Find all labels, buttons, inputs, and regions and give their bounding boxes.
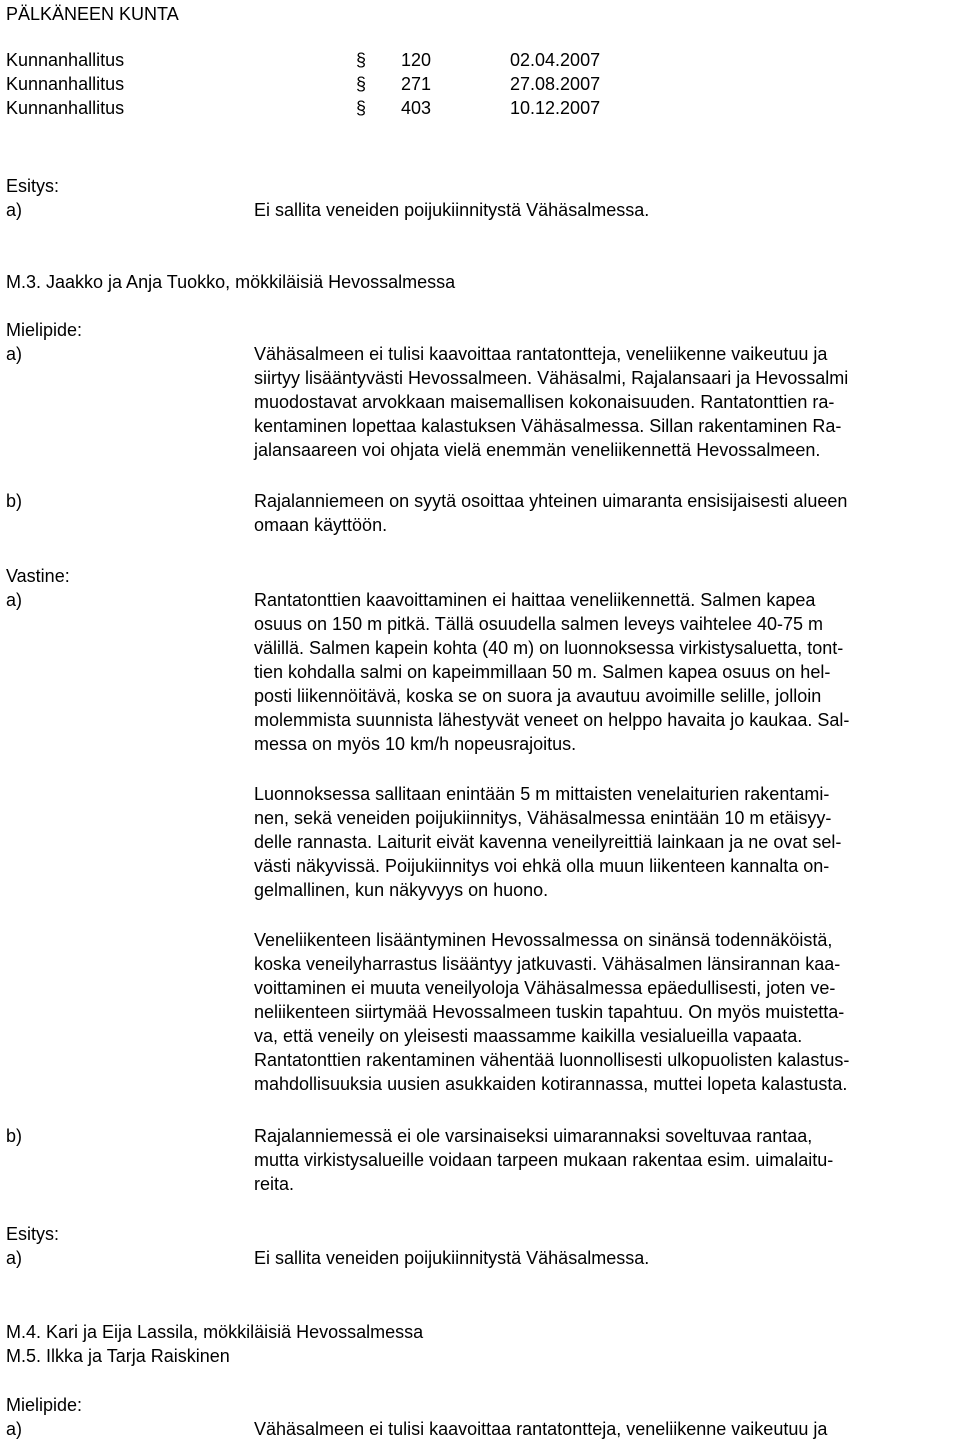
paragraph-line: Rantatonttien kaavoittaminen ei haittaa veneliikennettä. Salmen kapea [254, 590, 816, 610]
paragraph-line: jalansaareen voi ohjata vielä enemmän veneliikennettä Hevossalmeen. [254, 440, 821, 460]
paragraph-line: Rajalanniemeen on syytä osoittaa yhteinen uimaranta ensisijaisesti alueen [254, 491, 848, 511]
paragraph-line: siirtyy lisääntyvästi Hevossalmeen. Vähäsalmi, Rajalansaari ja Hevossalmi [254, 368, 849, 388]
reference-number: 271 [401, 74, 432, 94]
paragraph-line: osuus on 150 m pitkä. Tällä osuudella salmen leveys vaihtelee 40-75 m [254, 614, 823, 634]
paragraph-line: molemmista suunnista lähestyvät veneet on helppo havaita jo kaukaa. Sal- [254, 710, 850, 730]
paragraph-line: tien kohdalla salmi on kapeimmillaan 50 m. Salmen kapea osuus on hel- [254, 662, 831, 682]
mielipide-label: Mielipide: [6, 320, 83, 340]
item-label-a: a) [6, 1419, 23, 1439]
paragraph-line: va, että veneily on yleisesti maassamme kaikilla vesialueilla vapaata. [254, 1026, 803, 1046]
paragraph-line: Luonnoksessa sallitaan enintään 5 m mittaisten venelaiturien rakentami- [254, 784, 830, 804]
paragraph-line: reita. [254, 1174, 295, 1194]
paragraph-line: nen, sekä veneiden poijukiinnitys, Vähäsalmessa enintään 10 m etäisyy- [254, 808, 832, 828]
item-label-b: b) [6, 1126, 23, 1146]
mielipide-label: Mielipide: [6, 1395, 83, 1415]
section-sign-icon: § [356, 98, 367, 118]
reference-date: 10.12.2007 [510, 98, 601, 118]
paragraph-line: muodostavat arvokkaan maisemallisen kokonaisuuden. Rantatonttien ra- [254, 392, 835, 412]
esitys-text: Ei sallita veneiden poijukiinnitystä Vähäsalmessa. [254, 1248, 650, 1268]
item-label-a: a) [6, 590, 23, 610]
vastine-a-paragraph-3 [254, 928, 954, 1096]
paragraph-line: messa on myös 10 km/h nopeusrajoitus. [254, 734, 577, 754]
paragraph-line: mahdollisuuksia uusien asukkaiden kotirannassa, muttei lopeta kalastusta. [254, 1074, 848, 1094]
section-sign-icon: § [356, 74, 367, 94]
reference-number: 403 [401, 98, 432, 118]
mielipide-b-paragraph [254, 489, 954, 537]
paragraph-line: Veneliikenteen lisääntyminen Hevossalmessa on sinänsä todennäköistä, [254, 930, 833, 950]
paragraph-line: gelmallinen, kun näkyvyys on huono. [254, 880, 549, 900]
paragraph-line: delle rannasta. Laiturit eivät kavenna veneilyreittiä lainkaan ja ne ovat sel- [254, 832, 842, 852]
vastine-a-paragraph-1 [254, 588, 954, 756]
mielipide-a-paragraph [254, 342, 954, 462]
paragraph-line: posti liikennöitävä, koska se on suora ja avautuu avoimille selille, jolloin [254, 686, 822, 706]
vastine-label: Vastine: [6, 566, 70, 586]
item-label-b: b) [6, 491, 23, 511]
section-sign-icon: § [356, 50, 367, 70]
vastine-a-paragraph-2 [254, 782, 954, 902]
vastine-b-paragraph [254, 1124, 954, 1196]
reference-date: 02.04.2007 [510, 50, 601, 70]
paragraph-line: voittaminen ei muuta veneilyoloja Vähäsalmessa epäedullisesti, joten ve- [254, 978, 836, 998]
paragraph-line: mutta virkistysalueille voidaan tarpeen mukaan rakentaa esim. uimalaitu- [254, 1150, 834, 1170]
paragraph-line: omaan käyttöön. [254, 515, 388, 535]
item-label-a: a) [6, 1248, 23, 1268]
paragraph-line: Rantatonttien rakentaminen vähentää luonnollisesti ulkopuolisten kalastus- [254, 1050, 850, 1070]
opinion-title: M.4. Kari ja Eija Lassila, mökkiläisiä Hevossalmessa [6, 1322, 424, 1342]
paragraph-line: Rajalanniemessä ei ole varsinaiseksi uimarannaksi soveltuvaa rantaa, [254, 1126, 813, 1146]
opinion-title: M.3. Jaakko ja Anja Tuokko, mökkiläisiä Hevossalmessa [6, 272, 456, 292]
reference-body: Kunnanhallitus [6, 98, 125, 118]
esitys-label: Esitys: [6, 1224, 60, 1244]
paragraph-line: neliikenteen siirtymää Hevossalmeen tuskin tapahtuu. On myös muistetta- [254, 1002, 845, 1022]
reference-body: Kunnanhallitus [6, 50, 125, 70]
paragraph-line: koska veneilyharrastus lisääntyy jatkuvasti. Vähäsalmen länsirannan kaa- [254, 954, 841, 974]
esitys-text: Ei sallita veneiden poijukiinnitystä Vähäsalmessa. [254, 200, 650, 220]
paragraph-line: välillä. Salmen kapein kohta (40 m) on luonnoksessa virkistysaluetta, tont- [254, 638, 844, 658]
item-label-a: a) [6, 344, 23, 364]
item-label-a: a) [6, 200, 23, 220]
reference-body: Kunnanhallitus [6, 74, 125, 94]
paragraph-line: kentaminen lopettaa kalastuksen Vähäsalmessa. Sillan rakentaminen Ra- [254, 416, 842, 436]
reference-number: 120 [401, 50, 432, 70]
organization-name: PÄLKÄNEEN KUNTA [6, 4, 179, 24]
reference-date: 27.08.2007 [510, 74, 601, 94]
esitys-label: Esitys: [6, 176, 60, 196]
opinion-title: M.5. Ilkka ja Tarja Raiskinen [6, 1346, 230, 1366]
mielipide-a-text: Vähäsalmeen ei tulisi kaavoittaa rantatontteja, veneliikenne vaikeutuu ja [254, 1419, 828, 1439]
paragraph-line: Vähäsalmeen ei tulisi kaavoittaa rantatontteja, veneliikenne vaikeutuu ja [254, 344, 828, 364]
paragraph-line: västi näkyvissä. Poijukiinnitys voi ehkä olla muun liikenteen kannalta on- [254, 856, 830, 876]
